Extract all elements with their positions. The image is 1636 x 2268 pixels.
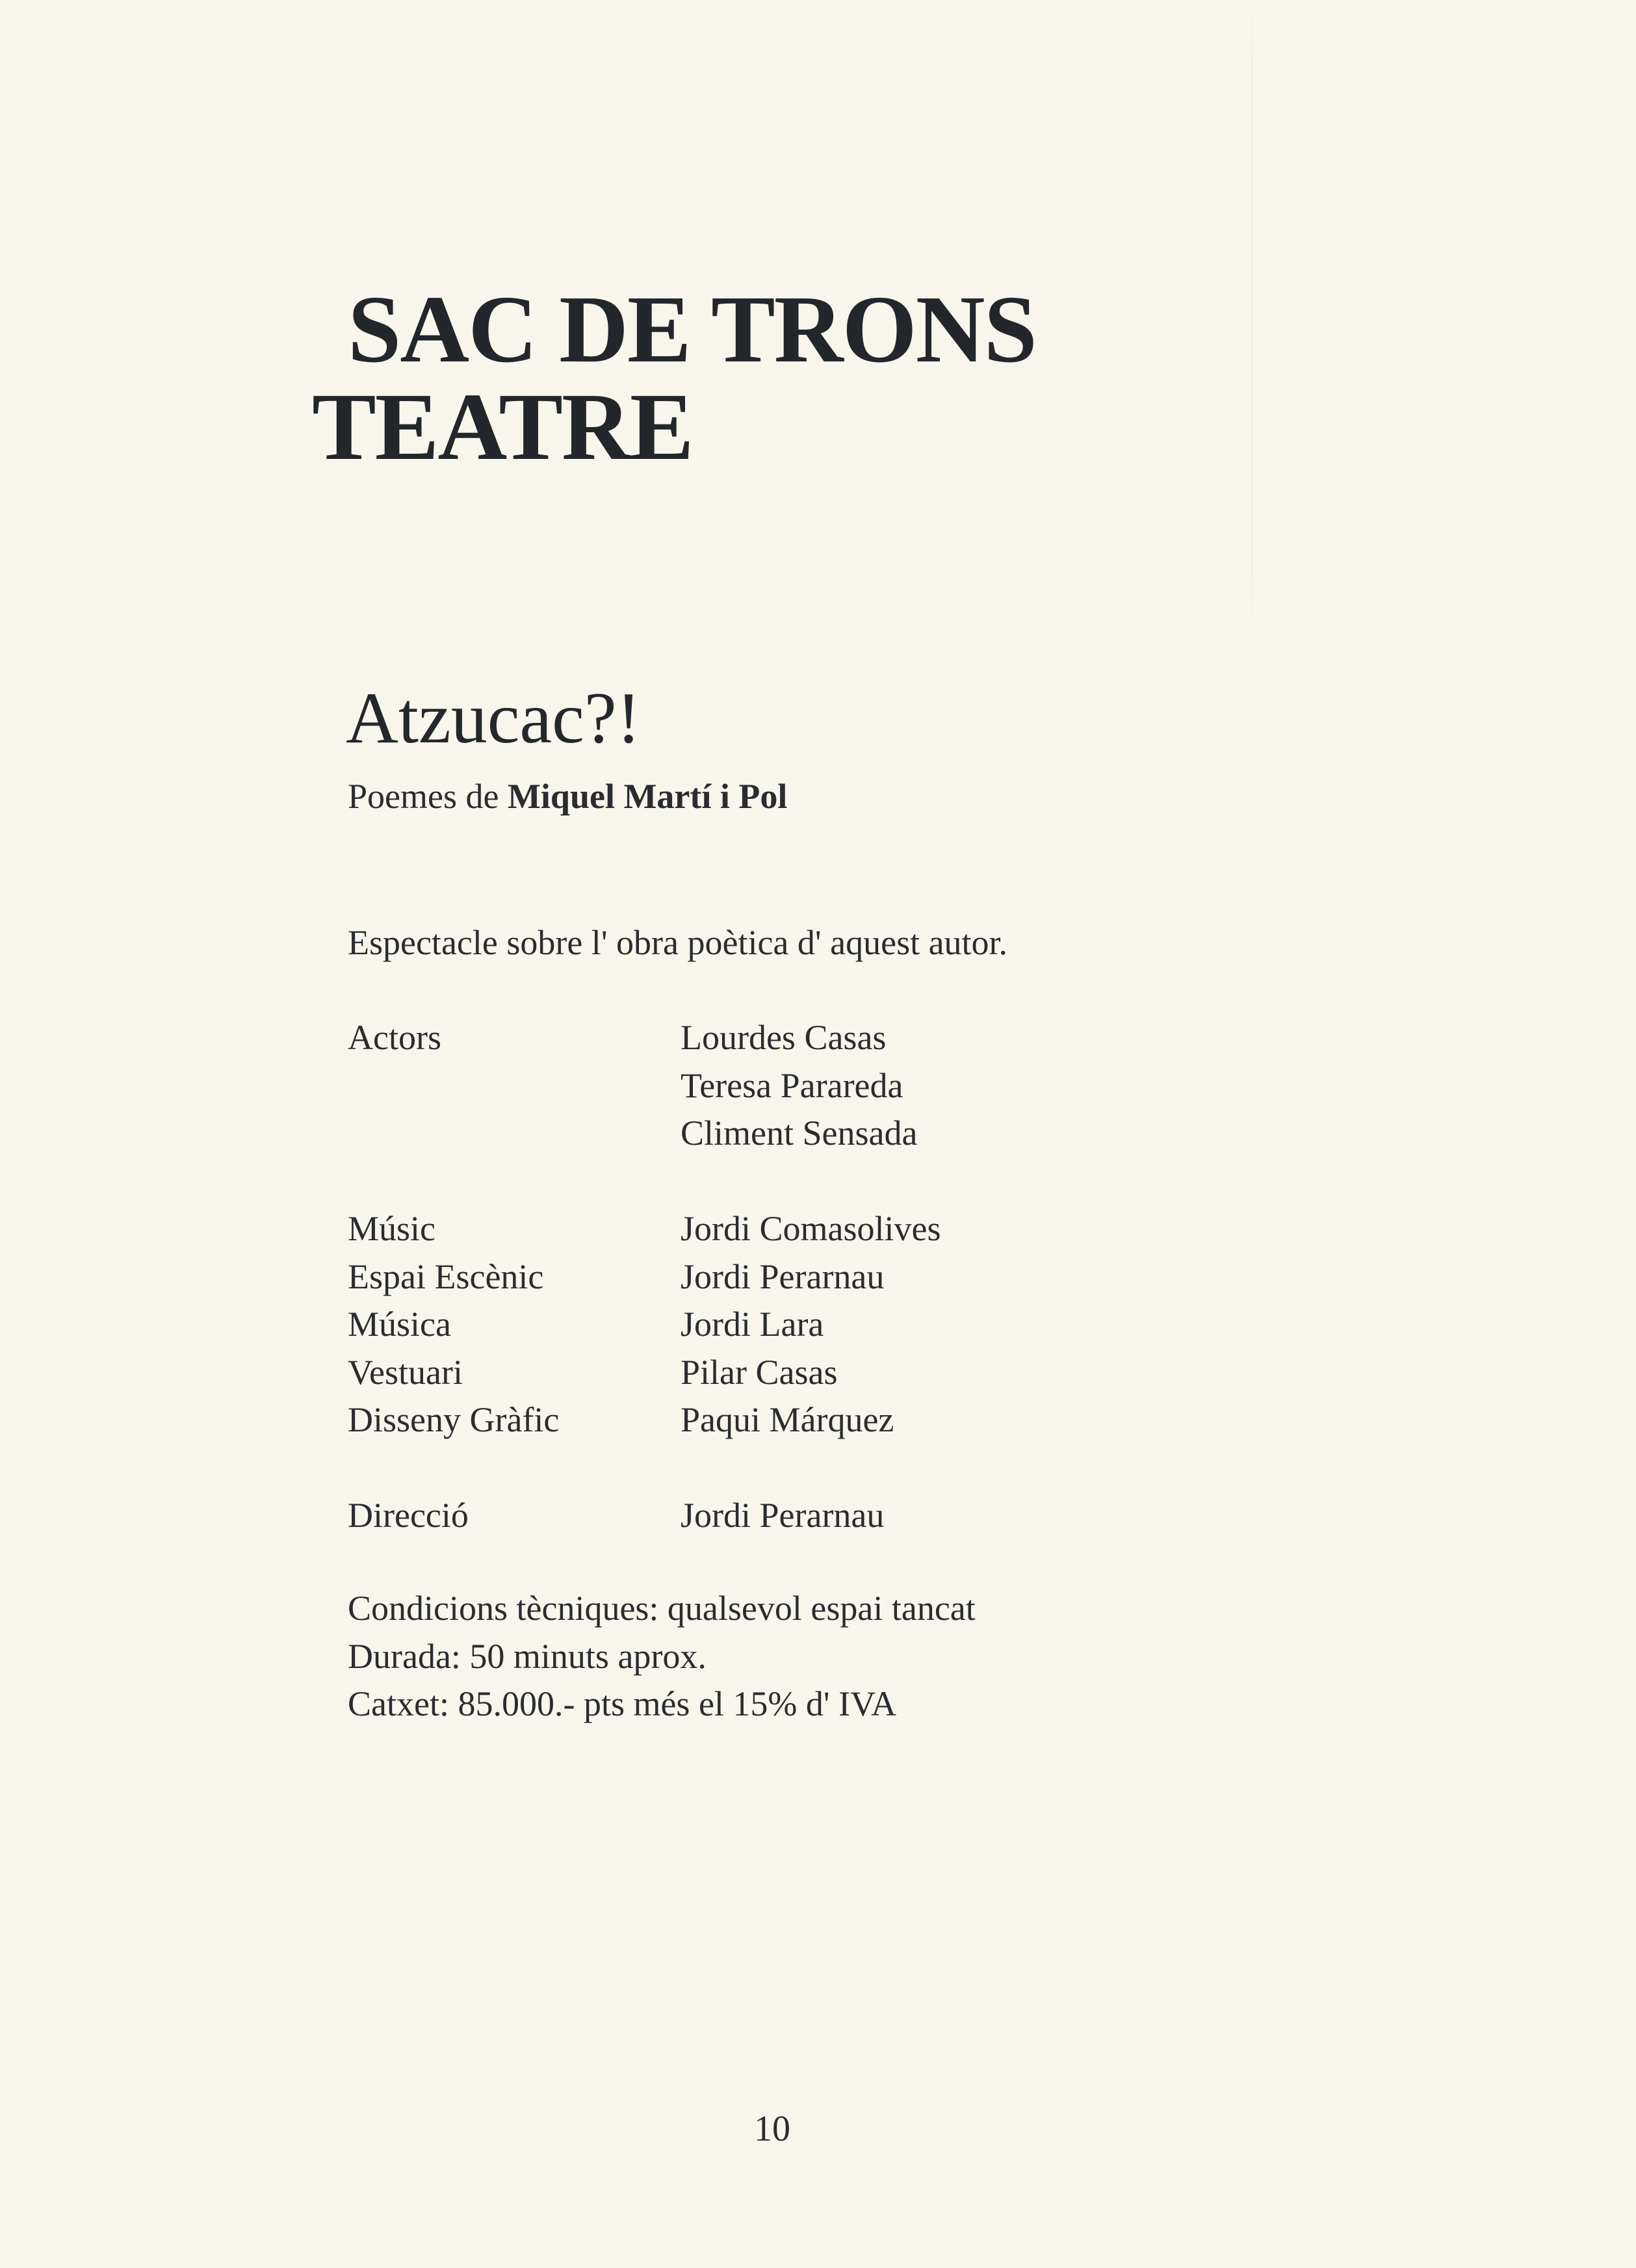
- credit-name: Jordi Comasolives: [681, 1209, 941, 1248]
- credit-names: [681, 1396, 941, 1444]
- company-name-line-2: TEATRE: [312, 374, 693, 480]
- show-description: Espectacle sobre l' obra poètica d' aquest autor.: [348, 923, 1008, 962]
- credit-role: Músic: [348, 1209, 435, 1248]
- credit-group-actors: [348, 1014, 941, 1158]
- credit-names: [681, 1492, 941, 1540]
- credit-name: Lourdes Casas: [681, 1018, 887, 1057]
- company-name-line-1: SAC DE TRONS: [348, 276, 1036, 383]
- credit-group-direction: [348, 1492, 941, 1540]
- condition-line: Durada: 50 minuts aprox.: [348, 1636, 707, 1676]
- page-number: 10: [754, 2109, 790, 2149]
- show-title: Atzucac?!: [346, 678, 641, 759]
- credit-group-crew: [348, 1205, 941, 1444]
- author-name: Miquel Martí i Pol: [507, 777, 788, 816]
- credits-list: [348, 1014, 941, 1587]
- credit-role: Actors: [348, 1018, 441, 1057]
- credit-names: [681, 1205, 941, 1253]
- credit-names: [681, 1301, 941, 1349]
- company-name: [312, 276, 1036, 480]
- technical-conditions: [348, 1585, 976, 1728]
- credit-role: Disseny Gràfic: [348, 1400, 560, 1439]
- credit-name: Jordi Perarnau: [681, 1496, 885, 1535]
- credit-name: Paqui Márquez: [681, 1400, 894, 1439]
- credit-role: Espai Escènic: [348, 1257, 544, 1296]
- paper-fold-line: [1251, 0, 1253, 637]
- credit-role: Música: [348, 1305, 451, 1344]
- credit-name: Jordi Perarnau: [681, 1257, 885, 1296]
- credit-name: Pilar Casas: [681, 1352, 838, 1392]
- credit-name: Jordi Lara: [681, 1305, 824, 1344]
- subtitle-prefix: Poemes de: [348, 777, 508, 816]
- condition-line: Catxet: 85.000.- pts més el 15% d' IVA: [348, 1684, 897, 1723]
- credit-name: Climent Sensada: [681, 1114, 918, 1153]
- credit-names: [681, 1253, 941, 1301]
- credit-names: [681, 1349, 941, 1397]
- credit-role: Direcció: [348, 1496, 469, 1535]
- condition-line: Condicions tècniques: qualsevol espai tancat: [348, 1589, 976, 1628]
- credit-names: [681, 1014, 941, 1158]
- credit-role: Vestuari: [348, 1352, 463, 1392]
- show-subtitle: [348, 774, 787, 819]
- credit-name: Teresa Parareda: [681, 1065, 903, 1105]
